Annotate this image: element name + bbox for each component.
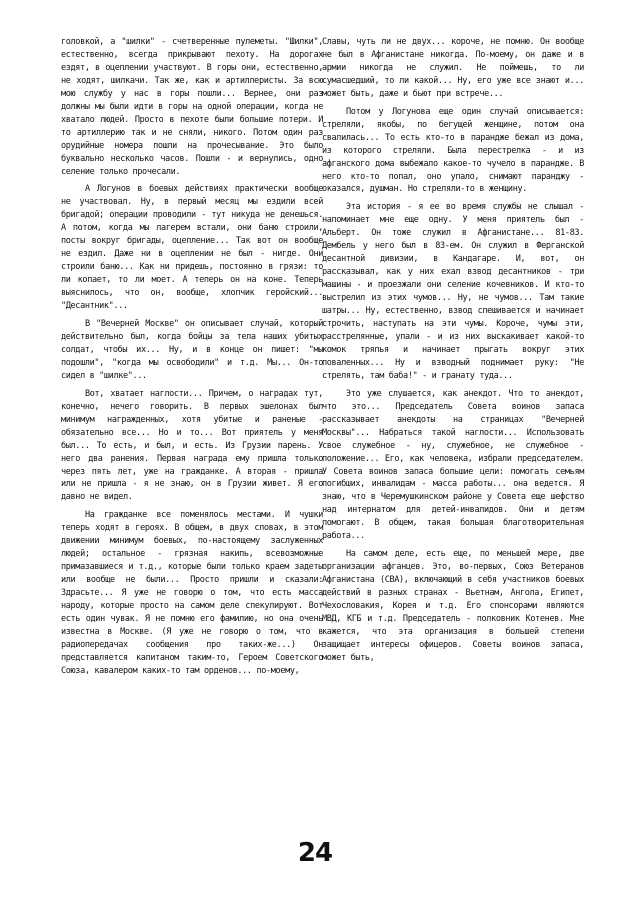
right-paragraph-4: Это уже слушается, как анекдот. Что то анекдот, что это... Председатель Совета воинов запаса рассказывает анекдоты на страницах "Вечерней Москвы"... Набраться такой наглости... Использовать свое служебное - ну, служебное, не служебное - положение... Его, как человека, избрали председателем. У Совета воинов запаса большие цели: помогать семьям погибших, инвалидам - масса работы... она ведется. Я знаю, что в Черемушкинском районе у Совета еще шефство над интернатом для детей-инвалидов. Они и детям помогают. В общем, такая большая благотворительная работа... xyxy=(322,388,584,542)
left-paragraph-2: А Логунов в боевых действиях практически вообще не участвовал. Ну, в первый месяц мы ездили всей бригадой; операции проводили - тут никуда не денешься. А потом, когда мы лагерем встали, они баню строили, посты вокруг бригады, оцепление... Так вот он вообще не ездил. Даже ни в оцеплении не был - нигде. Они строили баню... Как ни придешь, постоянно в грязи: то ли копает, то ли моет. А теперь он на коне. Теперь выяснилось, что он, вообще, хлопчик геройский... "Десантник"... xyxy=(61,184,323,312)
right-paragraph-2: Потом у Логунова еще один случай описывается: стреляли, якобы, по бегущей женщине, потом она свалилась... То есть кто-то в парандже бежал из дома, из которого стреляли. Была перестрелка - и из афганского дома выбежало какое-то чучело в парандже. В него кто-то попал, оно упало, снимают паранджу - оказался, душман. Но стреляли-то в женщину. xyxy=(322,106,584,195)
left-paragraph-1: головкой, а "шилки" - счетверенные пулеметы. "Шилки", естественно, всегда прикрывают пехоту. На дорогах ездят, в оцеплении участвуют. В горы они, естественно, не ходят, шилкачи. Так же, как и артиллеристы. За всю мою службу у нас в горы пошли... Вернее, они раз должны мы были идти в горы на одной операции, когда не хватало людей. Просто в пехоте были большие потери. И то артиллерию так и не сняли, никого. Потом один раз орудийные номера пошли на прочесывание. Это было буквально несколько часов. Пошли - и вернулись, одно селение только прочесали. xyxy=(61,37,323,177)
left-paragraph-4: Вот, хватает наглости... Причем, о наградах тут, конечно, нечего говорить. В первых эшелонах был минимум награжденных, хотя убитые и раненые - обязательно все... Но и то... Вот приятель у меня был... То есть, и был, и есть. Из Грузии парень. У него два ранения. Первая награда ему пришла только через пять лет, уже на гражданке. А вторая - пришла или не пришла - я не знаю, он в Грузии живет. Я его давно не видел. xyxy=(61,388,323,503)
right-paragraph-1: Славы, чуть ли не двух... короче, не помню. Он вообще не был в Афганистане никогда. По-моему, он даже и в армии никогда не служил. Не поймешь, то ли сумасшедший, то ли какой... Ну, его уже все знают и... может быть, даже и бьют при встрече... xyxy=(322,37,584,99)
right-paragraph-3: Эта история - я ее во время службы не слышал - напоминает мне еще одну. У меня приятель был - Альберт. Он тоже служил в Афганистане... 81-83. Дембель у него был в 83-ем. Он служил в Ферганской десантной дивизии, в Кандагаре. И, вот, он рассказывал, как у них ехал взвод десантников - три машины - и проезжали они селение кочевников. И кто-то выстрелил из этих чумов... Ну, не чумов... Там такие шатры... Ну, естественно, взвод спешивается и начинает строчить, наступать на эти чумы. Короче, чумы эти, расстрелянные, упали - и из них выскакивает какой-то комок тряпья и начинает прыгать вокруг этих поваленных... Ну и взводный поднимает руку: "Не стрелять, там баба!" - и гранату туда... xyxy=(322,202,584,381)
right-text-column xyxy=(322,36,584,670)
right-paragraph-5: На самом деле, есть еще, по меньшей мере, две организации афганцев. Это, во-первых, Союз Ветеранов Афганистана (СВА), включающий в себя участников боевых действий в разных странах - Вьетнам, Ангола, Египет, Чехословакия, Корея и т.д. Его спонсорами являются МВД, КГБ и т.д. Председатель - полковник Котенев. Мне кажется, что эта организация в большей степени защищает интересы офицеров. Советы воинов запаса, может быть, xyxy=(322,549,584,663)
page-number: 24 xyxy=(297,838,333,868)
left-paragraph-3: В "Вечерней Москве" он описывает случай, который действительно был, когда бойцы за тела наших убитых солдат, чтобы их... Ну, и в конце он пишет: "мы подошли", "когда мы освободили" и т.д. Мы... Он-то сидел в "шилке"... xyxy=(61,319,323,381)
left-text-column xyxy=(61,36,323,683)
left-paragraph-5: На гражданке все поменялось местами. И чушки теперь ходят в героях. В общем, в двух словах, в этом движении минимум боевых, по-настоящему заслуженных людей; остальное - грязная накипь, всевозможные примазавшиеся и т.д., которые были только краем задеты или вообще не были... Просто пришли и сказали: Здрасьте... Я уже не говорю о том, что есть масса народу, которые просто на самом деле спекулируют. Вот есть один чувак. Я не помню его фамилию, но она очень известна в Москве. (Я уже не говорю о том, что в радиопередачах сообщения про таких-же...) Он представляется капитаном таким-то, Героем Советского Союза, кавалером каких-то там орденов... по-моему, xyxy=(61,510,323,676)
